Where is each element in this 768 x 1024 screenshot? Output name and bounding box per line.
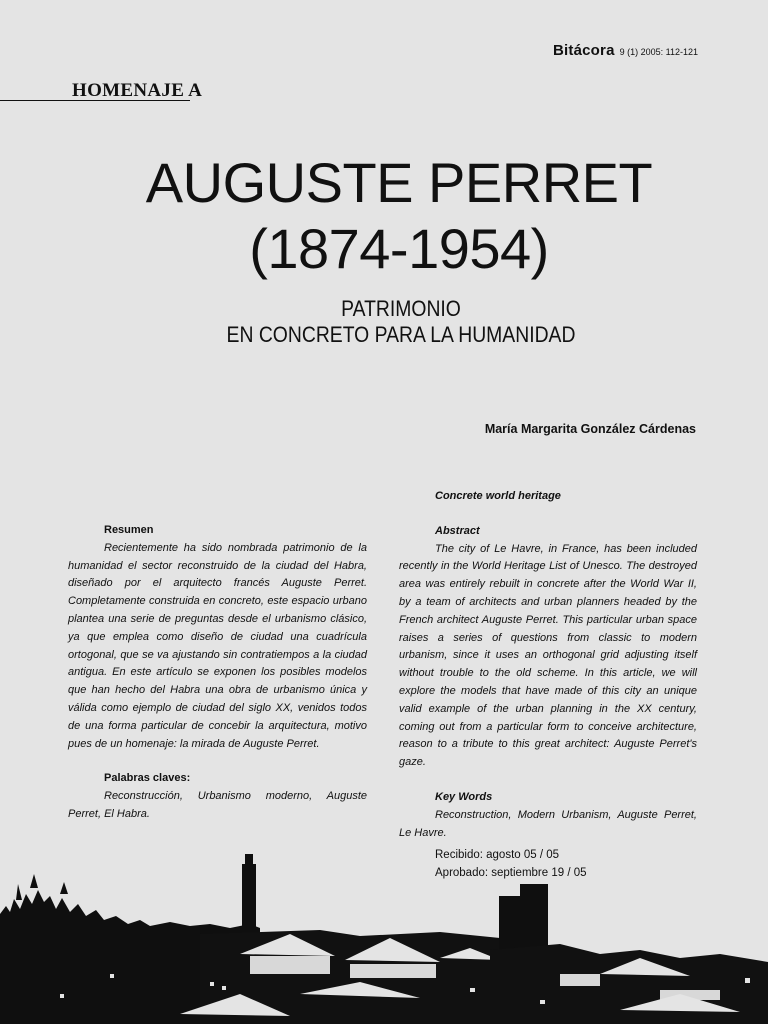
section-label: HOMENAJE A [72,80,203,101]
journal-citation: 9 (1) 2005: 112-121 [619,47,698,57]
approved-date: Aprobado: septiembre 19 / 05 [435,867,587,879]
subtitle-line-1: PATRIMONIO [341,296,461,321]
received-date: Recibido: agosto 05 / 05 [435,849,560,861]
resumen-column [68,522,367,824]
title-line-1: AUGUSTE PERRET [145,151,653,214]
keywords-en: Reconstruction, Modern Urbanism, Auguste Perret, Le Havre. [399,808,697,839]
abstract-column [399,488,697,842]
journal-header [553,42,698,59]
journal-name: Bitácora [552,42,615,59]
article-subtitle [48,296,754,348]
resumen-heading: Resumen [104,524,154,536]
keywords-es-heading: Palabras claves: [104,772,191,785]
keywords-es: Reconstrucción, Urbanismo moderno, Auguste Perret, El Habra. [68,790,367,820]
abstract-heading: Abstract [435,524,480,537]
title-line-2: (1874-1954) [249,217,549,280]
abstract-body: The city of Le Havre, in France, has been included recently in the World Heritage List of Unesco. The destroyed area was entirely rebuilt in concrete after the World War II, by a team of architects and urban planners headed by the French architect Auguste Perret. This particular urban space raises a series of questions from classic to modern urbanism, since it uses an orthogonal grid adjusting itself without trouble to the old scheme. In this article, we will explore the models that have made of this city an unique valid example of the urban planning in the XX century, coming out from a particular form to conceive architecture, reason to a tribute to this great architect: Auguste Perret's gaze. [399,542,697,769]
author-name: María Margarita González Cárdenas [484,422,696,436]
keywords-en-heading: Key Words [435,790,493,803]
article-title [0,150,768,282]
resumen-body: Recientemente ha sido nombrada patrimonio de la humanidad el sector reconstruido de la ciudad del Habra, diseñado por el arquitecto francés Auguste Perret. Completamente construida en concreto, este espacio urbano plantea una serie de preguntas desde el urbanismo clásico, ya que emplea como diseño de ciudad una cuadrícula ortogonal, que se va ajustando sin contratiempos a la ciudad antigua. En este artículo se exponen los posibles modelos que han hecho del Habra una obra de urbanismo única y válida como ejemplo de ciudad del siglo XX, venidos todos de una forma particular de concebir la arquitectura, motivo pues de un homenaje: la mirada de Auguste Perret. [68,541,367,750]
city-skyline-image [0,854,768,1024]
english-title: Concrete world heritage [435,490,561,502]
subtitle-line-2: EN CONCRETO PARA LA HUMANIDAD [226,322,576,347]
